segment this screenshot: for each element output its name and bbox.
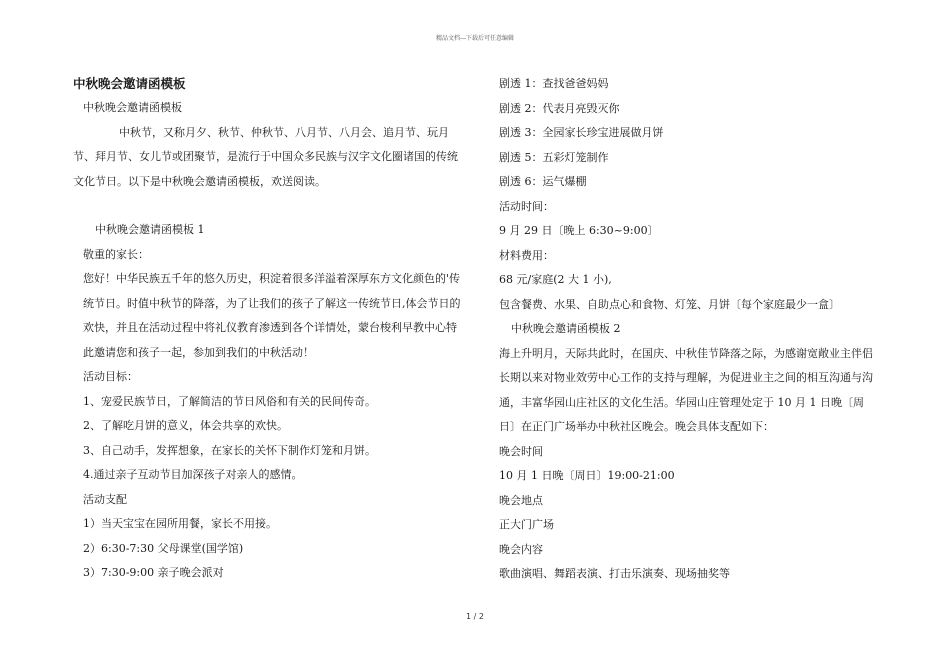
spacer bbox=[73, 194, 465, 218]
goals-heading: 活动目标： bbox=[83, 370, 138, 383]
right-column bbox=[489, 72, 879, 587]
template2-heading: 中秋晚会邀请函模板 2 bbox=[511, 322, 621, 335]
template2-body: 海上升明月，天际共此时，在国庆、中秋佳节降落之际，为感谢宽敞业主伴侣长期以来对物业效劳中心工作的支持与理解，为促进业主之间的相互沟通与沟通，丰富华园山庄社区的文化生活。华园山庄管理处定于 10 月 1 日晚〔周日〕在正门广场举办中秋社区晚会。晚会具体支配如下： bbox=[499, 346, 873, 433]
page-header: 精品文档---下载后可任意编辑 bbox=[435, 35, 515, 42]
greeting: 敬重的家长： bbox=[83, 247, 149, 261]
spoiler-item: 剧透 6：运气爆棚 bbox=[499, 175, 587, 188]
party-time-label: 晚会时间 bbox=[499, 444, 543, 458]
invitation-body: 您好！中华民族五千年的悠久历史，积淀着很多洋溢着深厚东方文化颜色的'传统节日。时值中秋节的降落，为了让我们的孩子了解这一传统节日,体会节日的欢快，并且在活动过程中将礼仪教育渗透到各个详情处，蒙台梭利早教中心特此邀请您和孩子一起，参加到我们的中秋活动！ bbox=[83, 272, 461, 359]
party-time-value: 10 月 1 日晚〔周日〕19:00-21:00 bbox=[499, 469, 675, 482]
goal-item: 2、了解吃月饼的意义，体会共享的欢快。 bbox=[83, 419, 288, 432]
goal-item: 4.通过亲子互动节目加深孩子对亲人的感情。 bbox=[83, 468, 303, 481]
subtitle: 中秋晚会邀请函模板 bbox=[83, 101, 182, 114]
goal-item: 1、宠爱民族节日，了解简洁的节日风俗和有关的民间传奇。 bbox=[83, 394, 376, 408]
document-title: 中秋晚会邀请函模板 bbox=[73, 76, 186, 91]
template1-heading: 中秋晚会邀请函模板 1 bbox=[95, 223, 205, 236]
time-value: 9 月 29 日〔晚上 6:30~9:00〕 bbox=[499, 224, 659, 237]
time-label: 活动时间： bbox=[499, 199, 554, 213]
arrangement-item: 2）6:30-7:30 父母课堂(国学馆) bbox=[83, 541, 244, 555]
arrangement-item: 1）当天宝宝在园所用餐，家长不用接。 bbox=[83, 517, 277, 530]
arrangement-heading: 活动支配 bbox=[83, 492, 127, 506]
fee-value: 68 元/家庭(2 大 1 小), bbox=[499, 273, 612, 286]
arrangement-item: 3）7:30-9:00 亲子晚会派对 bbox=[83, 566, 224, 579]
party-place-label: 晚会地点 bbox=[499, 493, 543, 507]
party-content-label: 晚会内容 bbox=[499, 542, 543, 556]
spoiler-item: 剧透 1：查找爸爸妈妈 bbox=[499, 77, 609, 90]
intro-paragraph: 中秋节，又称月夕、秋节、仲秋节、八月节、八月会、追月节、玩月节、拜月节、女儿节或团聚节，是流行于中国众多民族与汉字文化圈诸国的传统文化节日。以下是中秋晚会邀请函模板，欢送阅读。 bbox=[73, 125, 458, 188]
party-content-value: 歌曲演唱、舞蹈表演、打击乐演奏、现场抽奖等 bbox=[499, 567, 730, 580]
page-number: 1 / 2 bbox=[466, 612, 484, 621]
spoiler-item: 剧透 2：代表月亮毁灭你 bbox=[499, 101, 620, 115]
spoiler-item: 剧透 3：全园家长珍宝进展做月饼 bbox=[499, 126, 664, 139]
goal-item: 3、自己动手，发挥想象，在家长的关怀下制作灯笼和月饼。 bbox=[83, 443, 376, 457]
fee-label: 材料费用： bbox=[499, 248, 554, 262]
left-column bbox=[73, 72, 465, 586]
spoiler-item: 剧透 5：五彩灯笼制作 bbox=[499, 150, 609, 164]
party-place-value: 正大门广场 bbox=[499, 518, 554, 531]
includes-text: 包含餐费、水果、自助点心和食物、灯笼、月饼〔每个家庭最少一盒〕 bbox=[499, 297, 840, 311]
